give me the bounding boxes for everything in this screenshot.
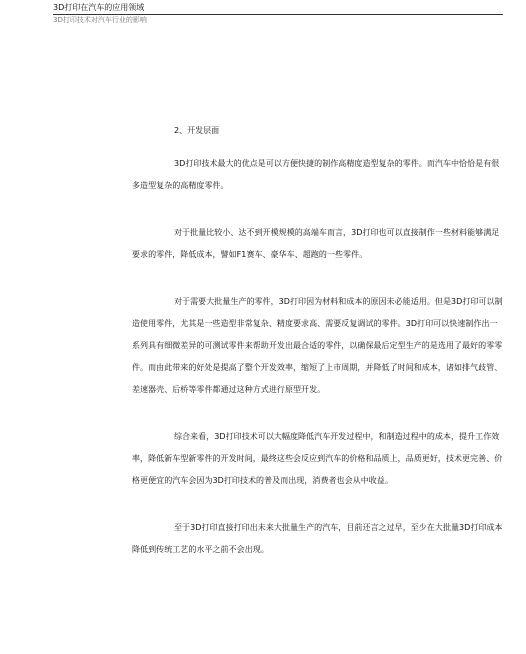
- paragraph-advantages: 3D打印技术最大的优点是可以方便快捷的制作高精度造型复杂的零件。而汽车中恰恰是有很多造型复杂的高精度零件。: [132, 159, 500, 190]
- paragraph-outlook: 至于3D打印直接打印出未来大批量生产的汽车，目前还言之过早，至少在大批量3D打印成本降低到传统工艺的水平之前不会出现。: [132, 523, 503, 554]
- page-header: [53, 3, 503, 24]
- document-body: [132, 120, 504, 586]
- header-subtitle: 3D打印技术对汽车行业的影响: [53, 16, 147, 24]
- header-rule: [53, 14, 503, 15]
- section-heading: 2、开发层面: [174, 126, 220, 135]
- paragraph-mass-production: 对于需要大批量生产的零件，3D打印因为材料和成本的原因未必能适用。但是3D打印可以制造使用零件，尤其是一些造型非常复杂、精度要求高、需要反复调试的零件。3D打印可以快速制作出一系列具有细微差异的可测试零件来帮助开发出最合适的零件，以确保最后定型生产的是选用了最好的零零件。而由此带来的好处是提高了整个开发效率，缩短了上市周期，并降低了时间和成本，诸如排气歧管、差速器壳、后桥等零件都通过这种方式进行原型开发。: [132, 297, 503, 394]
- paragraph-low-volume: 对于批量比较小、达不到开模规模的高端车而言，3D打印也可以直接制作一些材料能够满足要求的零件，降低成本，譬如F1赛车、豪华车、超跑的一些零件。: [132, 228, 500, 259]
- header-title: 3D打印在汽车的应用领域: [53, 3, 145, 12]
- paragraph-summary: 综合来看，3D打印技术可以大幅度降低汽车开发过程中，和制造过程中的成本，提升工作效率，降低新车型新零件的开发时间，最终这些会反应到汽车的价格和品质上，品质更好，技术更完善、价格更便宜的汽车会因为3D打印技术的普及而出现，消费者也会从中收益。: [132, 432, 503, 485]
